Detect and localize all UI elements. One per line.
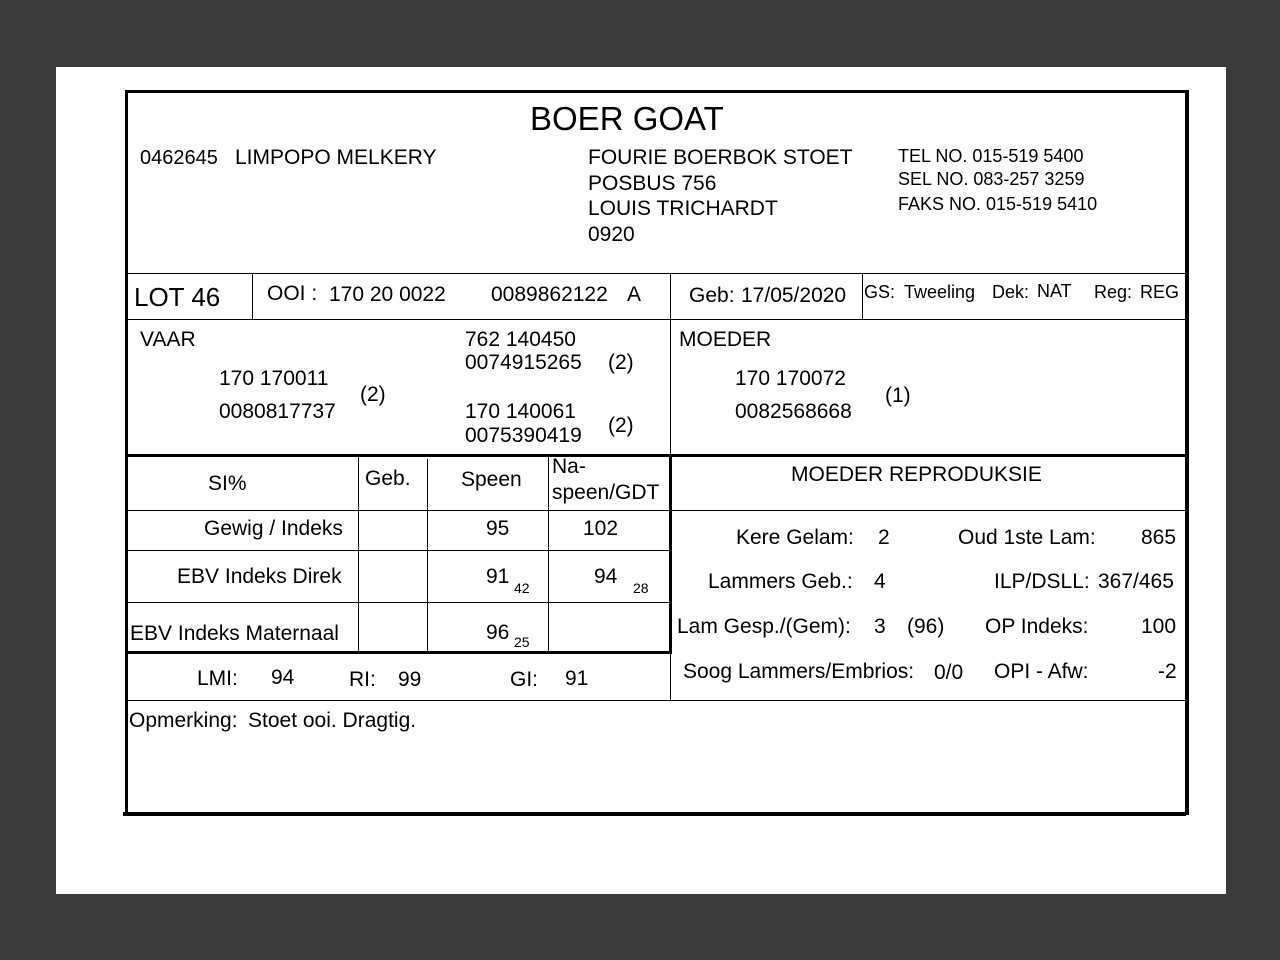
stud-line-1: FOURIE BOERBOK STOET bbox=[588, 146, 853, 169]
ri-label: RI: bbox=[349, 668, 376, 691]
soog-value: 0/0 bbox=[934, 661, 964, 684]
geb-date: 17/05/2020 bbox=[741, 284, 847, 307]
divider-row2 bbox=[127, 602, 670, 603]
lot-row-sep-2 bbox=[862, 273, 863, 319]
vaar-sire-id: 762 140450 bbox=[465, 328, 576, 351]
owner-name: LIMPOPO MELKERY bbox=[235, 146, 437, 169]
row-gewig-naspeen: 102 bbox=[583, 517, 619, 540]
vaar-sire-chip: 0074915265 bbox=[465, 351, 582, 374]
op-label: OP Indeks: bbox=[985, 615, 1089, 638]
vaar-dam-id: 170 140061 bbox=[465, 400, 576, 423]
gs-value: Tweeling bbox=[904, 282, 976, 302]
si-header-speen-gdt: speen/GDT bbox=[552, 481, 660, 504]
document-page bbox=[56, 67, 1226, 894]
dek-value: NAT bbox=[1037, 281, 1072, 301]
moeder-count: (1) bbox=[885, 384, 911, 407]
divider-repro-header bbox=[670, 510, 1187, 511]
gesp-value: 3 bbox=[874, 615, 886, 638]
lot-number: LOT 46 bbox=[134, 282, 221, 312]
row-gewig-speen: 95 bbox=[486, 517, 510, 540]
col-split-bold bbox=[669, 454, 672, 654]
ilp-label: ILP/DSLL: bbox=[994, 570, 1090, 593]
vaar-chip: 0080817737 bbox=[219, 400, 336, 423]
gi-value: 91 bbox=[565, 667, 589, 690]
row-direk-naspeen-sub: 28 bbox=[633, 580, 649, 596]
lammers-value: 4 bbox=[874, 570, 886, 593]
row-direk-label: EBV Indeks Direk bbox=[177, 565, 342, 588]
ri-value: 99 bbox=[398, 668, 422, 691]
moeder-label: MOEDER bbox=[679, 328, 772, 351]
vaar-sire-count: (2) bbox=[608, 351, 634, 374]
row-direk-speen-sub: 42 bbox=[514, 580, 530, 596]
si-header-na: Na- bbox=[552, 455, 586, 478]
remark-label: Opmerking: bbox=[129, 709, 238, 732]
ooi-label: OOI : bbox=[267, 282, 318, 305]
kere-label: Kere Gelam: bbox=[736, 526, 854, 549]
kere-value: 2 bbox=[878, 526, 890, 549]
moeder-id: 170 170072 bbox=[735, 367, 846, 390]
gi-label: GI: bbox=[510, 668, 539, 691]
row-gewig-label: Gewig / Indeks bbox=[204, 517, 343, 540]
ooi-grade: A bbox=[627, 283, 642, 306]
gs-label: GS: bbox=[864, 282, 896, 302]
si-header-speen: Speen bbox=[461, 468, 522, 491]
vaar-count: (2) bbox=[360, 383, 386, 406]
owner-id: 0462645 bbox=[140, 147, 218, 169]
title: BOER GOAT bbox=[530, 100, 724, 137]
row-maternaal-speen-sub: 25 bbox=[514, 634, 530, 650]
vaar-id: 170 170011 bbox=[219, 367, 329, 390]
remark-text: Stoet ooi. Dragtig. bbox=[248, 709, 417, 732]
gesp-label: Lam Gesp./(Gem): bbox=[677, 615, 851, 638]
si-header-geb: Geb. bbox=[365, 467, 411, 490]
divider-si-header bbox=[127, 510, 670, 511]
lmi-label: LMI: bbox=[197, 667, 238, 690]
lot-row-sep-1 bbox=[252, 273, 253, 319]
opi-label: OPI - Afw: bbox=[994, 660, 1089, 683]
contact-faks: FAKS NO. 015-519 5410 bbox=[898, 194, 1098, 214]
frame-top bbox=[125, 90, 1188, 93]
row-direk-naspeen: 94 bbox=[594, 565, 618, 588]
divider-lot bbox=[127, 319, 1187, 320]
vaar-label: VAAR bbox=[140, 328, 196, 351]
frame-right bbox=[1185, 90, 1189, 815]
frame-left bbox=[125, 90, 128, 815]
si-col-geb bbox=[358, 457, 359, 653]
moeder-chip: 0082568668 bbox=[735, 400, 852, 423]
divider-pedigree bbox=[127, 454, 1187, 457]
op-value: 100 bbox=[1141, 615, 1177, 638]
divider-row1 bbox=[127, 550, 670, 551]
soog-label: Soog Lammers/Embrios: bbox=[683, 660, 915, 683]
si-col-speen bbox=[427, 459, 428, 653]
si-header-si: SI% bbox=[208, 472, 247, 495]
contact-sel: SEL NO. 083-257 3259 bbox=[898, 169, 1085, 189]
stud-line-2: POSBUS 756 bbox=[588, 172, 717, 195]
vaar-dam-chip: 0075390419 bbox=[465, 424, 582, 447]
row-maternaal-label: EBV Indeks Maternaal bbox=[130, 622, 339, 645]
lmi-value: 94 bbox=[271, 666, 295, 689]
ooi-id: 170 20 0022 bbox=[329, 283, 446, 306]
vaar-dam-count: (2) bbox=[608, 414, 634, 437]
ilp-value: 367/465 bbox=[1098, 570, 1174, 593]
frame-bottom bbox=[123, 812, 1186, 816]
gesp-avg: (96) bbox=[907, 615, 945, 638]
stud-line-4: 0920 bbox=[588, 223, 635, 246]
contact-tel: TEL NO. 015-519 5400 bbox=[898, 146, 1084, 166]
opi-value: -2 bbox=[1158, 660, 1177, 683]
reg-value: REG bbox=[1140, 282, 1180, 302]
dek-label: Dek: bbox=[992, 282, 1030, 302]
reg-label: Reg: bbox=[1094, 282, 1133, 302]
si-col-naspeen bbox=[548, 455, 549, 653]
row-maternaal-speen: 96 bbox=[486, 621, 510, 644]
oud-label: Oud 1ste Lam: bbox=[958, 526, 1096, 549]
ooi-chip: 0089862122 bbox=[491, 283, 608, 306]
repro-title: MOEDER REPRODUKSIE bbox=[791, 463, 1042, 486]
divider-header bbox=[127, 273, 1187, 274]
geb-label: Geb: bbox=[689, 284, 735, 307]
stud-line-3: LOUIS TRICHARDT bbox=[588, 197, 778, 220]
oud-value: 865 bbox=[1141, 526, 1177, 549]
lammers-label: Lammers Geb.: bbox=[708, 570, 853, 593]
divider-row3 bbox=[127, 651, 671, 654]
row-direk-speen: 91 bbox=[486, 565, 510, 588]
divider-bottom bbox=[127, 700, 1187, 701]
